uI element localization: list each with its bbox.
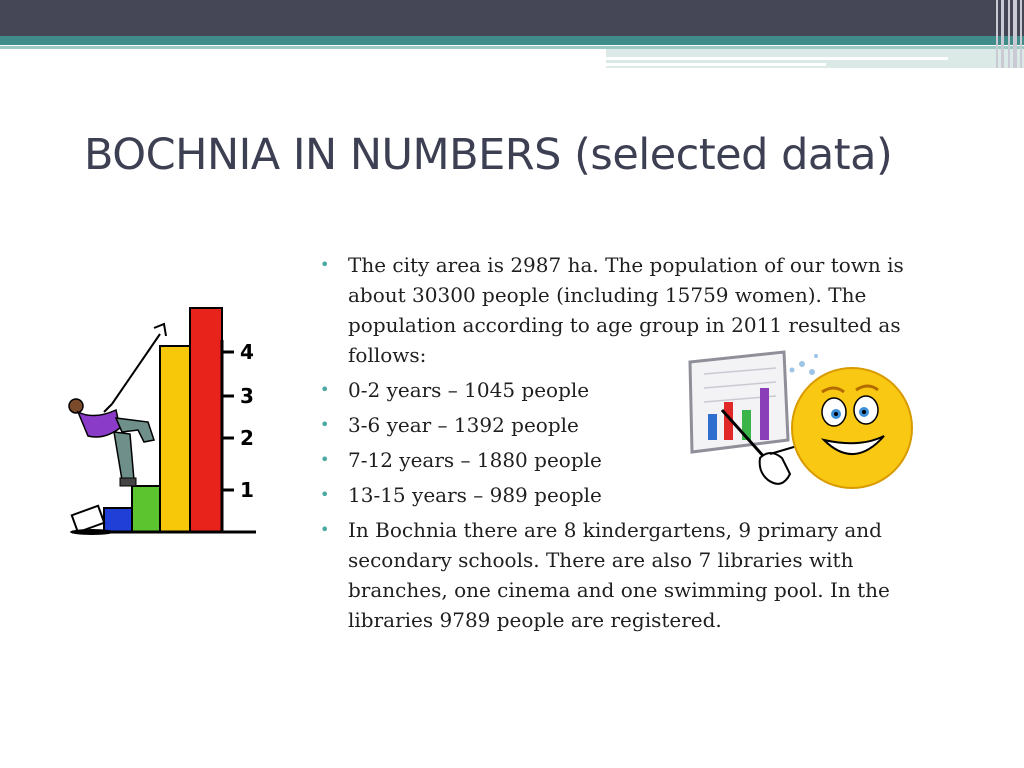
slide-title: BOCHNIA IN NUMBERS (selected data) xyxy=(84,130,893,180)
header-teal-band xyxy=(0,36,1024,45)
header-dark-bar xyxy=(0,0,1024,36)
header-stripes xyxy=(994,0,1024,68)
bullet-item: • The city area is 2987 ha. The population of our town is about 30300 people (including 15759 women). The population according to age group in 2011 resulted as follows: xyxy=(318,250,958,370)
chart-bar-red xyxy=(190,308,222,532)
chart-tick-label: 2 xyxy=(240,426,254,450)
bullet-item: • In Bochnia there are 8 kindergartens, 9 primary and secondary schools. There are also 7 libraries with branches, one cinema and one swimming pool. In the libraries 9789 people are registered. xyxy=(318,515,958,635)
bullet-item: • 3-6 year – 1392 people xyxy=(318,410,958,440)
bullet-item: • 13-15 years – 989 people xyxy=(318,480,958,510)
climber-figure xyxy=(69,399,154,486)
header-accent-line xyxy=(606,57,948,60)
header-accent-line xyxy=(606,63,826,66)
climbing-rope xyxy=(112,334,160,404)
climbing-bar-chart-illustration xyxy=(64,300,264,540)
chart-bar-blue xyxy=(104,508,132,532)
chart-bar-green xyxy=(132,486,160,532)
chart-tick-label: 3 xyxy=(240,384,254,408)
chart-bar-yellow xyxy=(160,346,190,532)
board-bar xyxy=(760,388,769,440)
chart-tick-label: 1 xyxy=(240,478,254,502)
bullet-item: • 7-12 years – 1880 people xyxy=(318,445,958,475)
chart-tick-label: 4 xyxy=(240,340,254,364)
smiley-teacher-illustration xyxy=(684,348,916,496)
board-bar xyxy=(708,414,717,440)
bullet-item: • 0-2 years – 1045 people xyxy=(318,375,958,405)
glove-hand xyxy=(760,453,790,484)
smiley-face xyxy=(792,368,912,488)
